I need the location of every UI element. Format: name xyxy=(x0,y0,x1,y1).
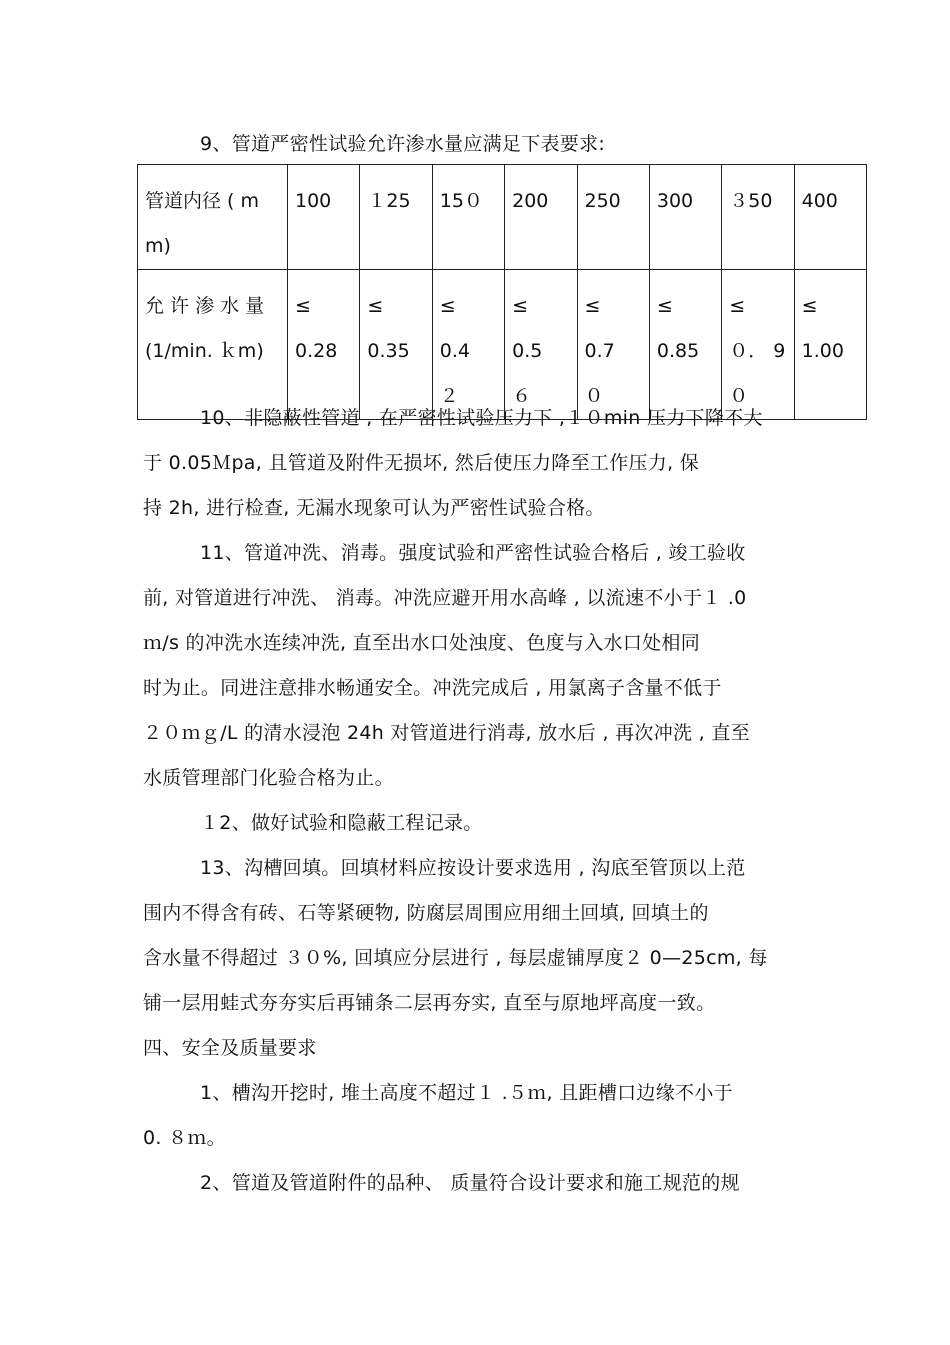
paragraph-line: 0. ８ｍ。 xyxy=(143,1127,226,1149)
leakage-cell: ≤ ０． 9 ０ xyxy=(722,270,794,420)
diameter-cell: 400 xyxy=(794,165,866,270)
paragraph-line: ２０ｍｇ/L 的清水浸泡 24h 对管道进行消毒, 放水后 , 再次冲洗 , 直至 xyxy=(143,722,750,744)
paragraph-line: 13、沟槽回填。回填材料应按设计要求选用 , 沟底至管顶以上范 xyxy=(200,857,746,879)
diameter-cell: 250 xyxy=(577,165,649,270)
paragraph-line: ｍ/s 的冲洗水连续冲洗, 直至出水口处浊度、色度与入水口处相同 xyxy=(143,632,701,654)
table-intro: 9、管道严密性试验允许渗水量应满足下表要求: xyxy=(200,133,606,155)
diameter-cell: １25 xyxy=(360,165,432,270)
paragraph-line: 前, 对管道进行冲洗、 消毒。冲洗应避开用水高峰 , 以流速不小于１ .0 xyxy=(143,587,747,609)
diameter-cell: 15０ xyxy=(432,165,504,270)
paragraph-line: 10、非隐蔽性管道 , 在严密性试验压力下 ,１０min 压力下降不大 xyxy=(200,407,763,429)
header-cell-leakage: 允 许 渗 水 量 (1/min. ｋm) xyxy=(138,270,288,420)
diameter-cell: ３50 xyxy=(722,165,794,270)
header-cell-diameter: 管道内径 ( m m) xyxy=(138,165,288,270)
paragraph-line: 1、槽沟开挖时, 堆土高度不超过１ .５ｍ, 且距槽口边缘不小于 xyxy=(200,1082,733,1104)
paragraph-line: 11、管道冲洗、消毒。强度试验和严密性试验合格后 , 竣工验收 xyxy=(200,542,746,564)
paragraph-line: 水质管理部门化验合格为止。 xyxy=(143,767,394,789)
table-row-leakage xyxy=(138,270,867,420)
leakage-table xyxy=(137,164,867,420)
paragraph-line: 含水量不得超过 ３０%, 回填应分层进行 , 每层虚铺厚度２ 0—25cm, 每 xyxy=(143,947,768,969)
section-heading: 四、安全及质量要求 xyxy=(143,1037,317,1059)
paragraph-line: 2、管道及管道附件的品种、 质量符合设计要求和施工规范的规 xyxy=(200,1172,740,1194)
diameter-cell: 300 xyxy=(649,165,721,270)
leakage-cell: ≤ 0.5 ６ xyxy=(505,270,577,420)
paragraph-line: 围内不得含有砖、石等紧硬物, 防腐层周围应用细土回填, 回填土的 xyxy=(143,902,709,924)
leakage-cell: ≤ 1.00 xyxy=(794,270,866,420)
paragraph-line: 时为止。同进注意排水畅通安全。冲洗完成后 , 用氯离子含量不低于 xyxy=(143,677,722,699)
diameter-cell: 100 xyxy=(288,165,360,270)
diameter-cell: 200 xyxy=(505,165,577,270)
leakage-cell: ≤ 0.7 ０ xyxy=(577,270,649,420)
paragraph-line: 于 0.05Ｍpa, 且管道及附件无损坏, 然后使压力降至工作压力, 保 xyxy=(143,452,700,474)
leakage-cell: ≤ 0.85 xyxy=(649,270,721,420)
table-row-diameter xyxy=(138,165,867,270)
leakage-cell: ≤ 0.4 ２ xyxy=(432,270,504,420)
paragraph-line: 持 2h, 进行检查, 无漏水现象可认为严密性试验合格。 xyxy=(143,497,605,519)
leakage-cell: ≤ 0.35 xyxy=(360,270,432,420)
leakage-cell: ≤ 0.28 xyxy=(288,270,360,420)
paragraph-line: １2、做好试验和隐蔽工程记录。 xyxy=(200,812,483,834)
paragraph-line: 铺一层用蛙式夯夯实后再铺条二层再夯实, 直至与原地坪高度一致。 xyxy=(143,992,716,1014)
